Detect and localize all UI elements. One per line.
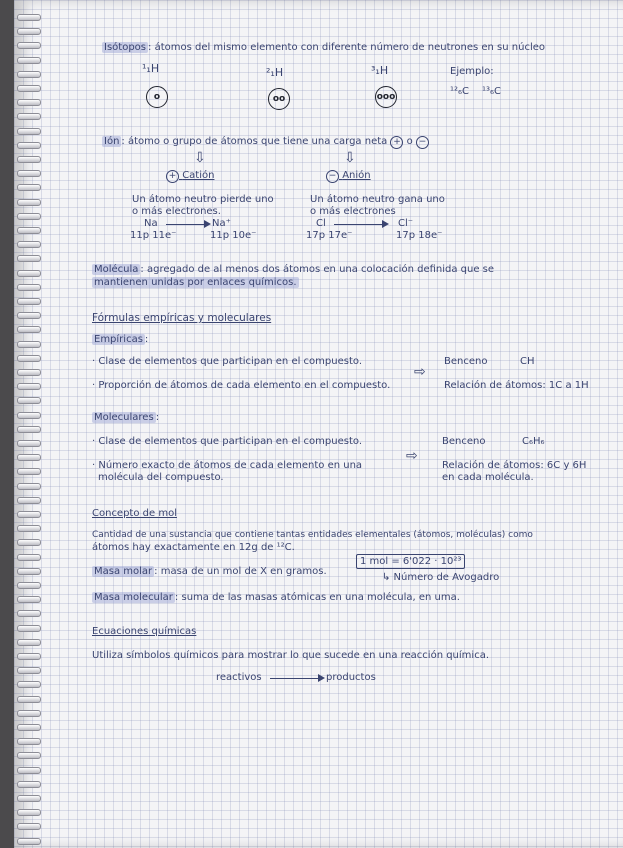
- minus-charge-icon: −: [416, 136, 429, 149]
- binding-ring: [17, 625, 41, 632]
- mol-text-2: átomos hay exactamente en 12g de ¹²C.: [92, 542, 295, 553]
- binding-ring: [17, 270, 41, 277]
- implies-arrow-icon: ⇨: [406, 448, 418, 464]
- minus-charge-icon: −: [326, 170, 339, 183]
- molecula-text-2: mantienen unidas por enlaces químicos.: [94, 277, 297, 288]
- masa-molar-term: Masa molar: [94, 566, 153, 577]
- down-arrow-icon: ⇩: [344, 150, 356, 166]
- example-c13: ¹³₆C: [482, 86, 502, 97]
- binding-ring: [17, 539, 41, 546]
- binding-ring: [17, 596, 41, 603]
- formulas-title: Fórmulas empíricas y moleculares: [92, 312, 272, 324]
- cation-from: Na: [144, 218, 158, 229]
- binding-ring: [17, 199, 41, 206]
- moleculares-item-2a: · Número exacto de átomos de cada elemento en una: [92, 460, 363, 471]
- binding-ring: [17, 639, 41, 646]
- empiricas-heading: Empíricas :: [94, 334, 149, 345]
- atom-diagram-2: oo: [268, 88, 290, 110]
- binding-ring: [17, 184, 41, 191]
- anion-to-detail: 17p 18e⁻: [396, 230, 443, 241]
- binding-ring: [17, 497, 41, 504]
- moleculares-example-formula: C₆H₆: [522, 436, 545, 447]
- isotopos-definition: átomos del mismo elemento con diferente número de neutrones en su núcleo: [154, 42, 545, 53]
- binding-ring: [17, 795, 41, 802]
- binding-ring: [17, 341, 41, 348]
- empiricas-item-1: · Clase de elementos que participan en el compuesto.: [92, 356, 363, 367]
- moleculares-heading: Moleculares :: [94, 412, 160, 423]
- cation-to: Na⁺: [212, 218, 231, 229]
- binding-ring: [17, 681, 41, 688]
- masa-molecular-definition: suma de las masas atómicas en una molécula, en uma.: [181, 592, 460, 603]
- binding-ring: [17, 71, 41, 78]
- example-c12: ¹²₆C: [450, 86, 470, 97]
- binding-ring: [17, 653, 41, 660]
- anion-from-detail: 17p 17e⁻: [306, 230, 353, 241]
- avogadro-note: ↳ Número de Avogadro: [382, 572, 500, 583]
- plus-charge-icon: +: [166, 170, 179, 183]
- cation-from-detail: 11p 11e⁻: [130, 230, 177, 241]
- binding-ring: [17, 14, 41, 21]
- isotope-symbol-3: ³₁H: [371, 64, 389, 77]
- isotope-symbol-1: ¹₁H: [142, 62, 160, 75]
- empiricas-example-ratio: Relación de átomos: 1C a 1H: [444, 380, 589, 391]
- binding-ring: [17, 426, 41, 433]
- cation-desc-2: o más electrones.: [132, 206, 221, 217]
- binding-ring: [17, 99, 41, 106]
- mol-equation-box: 1 mol = 6'022 · 10²³: [356, 554, 465, 569]
- cation-to-detail: 11p 10e⁻: [210, 230, 257, 241]
- moleculares-label: Moleculares: [94, 412, 154, 423]
- notebook-page: [14, 0, 623, 848]
- molecula-line-1: Molécula : agregado de al menos dos átomos en una colocación definida que se: [94, 264, 495, 275]
- binding-ring: [17, 724, 41, 731]
- binding-ring: [17, 809, 41, 816]
- isotopos-term: Isótopos: [104, 42, 146, 53]
- isotope-symbol-2: ²₁H: [266, 66, 284, 79]
- ecuaciones-text: Utiliza símbolos químicos para mostrar lo que sucede en una reacción química.: [92, 650, 490, 661]
- binding-ring: [17, 241, 41, 248]
- cation-desc-1: Un átomo neutro pierde uno: [132, 194, 274, 205]
- binding-ring: [17, 113, 41, 120]
- ion-term: Ión: [104, 136, 120, 147]
- empiricas-example-name: Benceno: [444, 356, 488, 367]
- masa-molecular-term: Masa molecular: [94, 592, 173, 603]
- moleculares-item-1: · Clase de elementos que participan en el compuesto.: [92, 436, 363, 447]
- binding-ring: [17, 710, 41, 717]
- binding-ring: [17, 57, 41, 64]
- spiral-binding: [14, 0, 36, 848]
- binding-ring: [17, 554, 41, 561]
- mol-title: Concepto de mol: [92, 508, 177, 519]
- example-label: Ejemplo:: [450, 66, 494, 77]
- cation-heading: [166, 170, 214, 183]
- masa-molecular-line: Masa molecular : suma de las masas atómicas en una molécula, en uma.: [94, 592, 460, 603]
- molecula-line-2: [92, 277, 299, 288]
- anion-heading: [326, 170, 371, 183]
- down-arrow-icon: ⇩: [194, 150, 206, 166]
- binding-ring: [17, 767, 41, 774]
- ecuaciones-title: Ecuaciones químicas: [92, 626, 197, 637]
- anion-arrow-icon: [334, 224, 384, 225]
- implies-arrow-icon: ⇨: [414, 364, 426, 380]
- binding-ring: [17, 128, 41, 135]
- binding-ring: [17, 255, 41, 262]
- binding-ring: [17, 582, 41, 589]
- anion-label: Anión: [342, 170, 371, 181]
- binding-ring: [17, 483, 41, 490]
- binding-ring: [17, 142, 41, 149]
- productos-label: productos: [326, 672, 376, 683]
- isotopos-line: Isótopos : átomos del mismo elemento con diferente número de neutrones en su núcleo: [104, 42, 545, 53]
- binding-ring: [17, 738, 41, 745]
- empiricas-example-formula: CH: [520, 356, 535, 367]
- binding-ring: [17, 369, 41, 376]
- binding-ring: [17, 284, 41, 291]
- binding-ring: [17, 298, 41, 305]
- binding-ring: [17, 85, 41, 92]
- reaction-arrow-icon: [270, 678, 320, 679]
- binding-ring: [17, 156, 41, 163]
- cation-label: Catión: [182, 170, 215, 181]
- moleculares-example-ratio-2: en cada molécula.: [442, 472, 534, 483]
- binding-ring: [17, 42, 41, 49]
- plus-charge-icon: +: [390, 136, 403, 149]
- reactivos-label: reactivos: [216, 672, 262, 683]
- binding-ring: [17, 227, 41, 234]
- binding-ring: [17, 781, 41, 788]
- binding-ring: [17, 383, 41, 390]
- arrow-head-icon: [318, 674, 325, 682]
- binding-ring: [17, 213, 41, 220]
- moleculares-example-name: Benceno: [442, 436, 486, 447]
- binding-ring: [17, 440, 41, 447]
- ion-line: Ión : átomo o grupo de átomos que tiene una carga neta + o −: [102, 136, 429, 149]
- anion-to: Cl⁻: [398, 218, 414, 229]
- masa-molar-line: Masa molar : masa de un mol de X en gramos.: [94, 566, 327, 577]
- binding-ring: [17, 823, 41, 830]
- anion-desc-2: o más electrones: [310, 206, 396, 217]
- binding-ring: [17, 525, 41, 532]
- ion-conj: o: [406, 136, 413, 147]
- binding-ring: [17, 838, 41, 845]
- arrow-head-icon: [204, 220, 211, 228]
- binding-ring: [17, 468, 41, 475]
- binding-ring: [17, 412, 41, 419]
- binding-ring: [17, 610, 41, 617]
- atom-diagram-1: o: [146, 86, 168, 108]
- moleculares-item-2b: molécula del compuesto.: [98, 472, 224, 483]
- anion-from: Cl: [316, 218, 326, 229]
- binding-ring: [17, 454, 41, 461]
- binding-ring: [17, 667, 41, 674]
- anion-desc-1: Un átomo neutro gana uno: [310, 194, 445, 205]
- empiricas-item-2: · Proporción de átomos de cada elemento en el compuesto.: [92, 380, 391, 391]
- moleculares-example-ratio-1: Relación de átomos: 6C y 6H: [442, 460, 587, 471]
- binding-ring: [17, 568, 41, 575]
- atom-diagram-3: ooo: [375, 86, 397, 108]
- binding-ring: [17, 312, 41, 319]
- mol-text-1: Cantidad de una sustancia que contiene tantas entidades elementales (átomos, moléculas) como: [92, 530, 533, 540]
- cation-arrow-icon: [166, 224, 206, 225]
- binding-ring: [17, 511, 41, 518]
- binding-ring: [17, 696, 41, 703]
- binding-ring: [17, 355, 41, 362]
- masa-molar-definition: masa de un mol de X en gramos.: [160, 566, 327, 577]
- molecula-text-1: agregado de al menos dos átomos en una colocación definida que se: [146, 264, 495, 275]
- binding-ring: [17, 170, 41, 177]
- molecula-term: Molécula: [94, 264, 139, 275]
- binding-ring: [17, 326, 41, 333]
- binding-ring: [17, 752, 41, 759]
- empiricas-label: Empíricas: [94, 334, 143, 345]
- ion-definition: átomo o grupo de átomos que tiene una carga neta: [127, 136, 388, 147]
- arrow-head-icon: [382, 220, 389, 228]
- binding-ring: [17, 28, 41, 35]
- binding-ring: [17, 397, 41, 404]
